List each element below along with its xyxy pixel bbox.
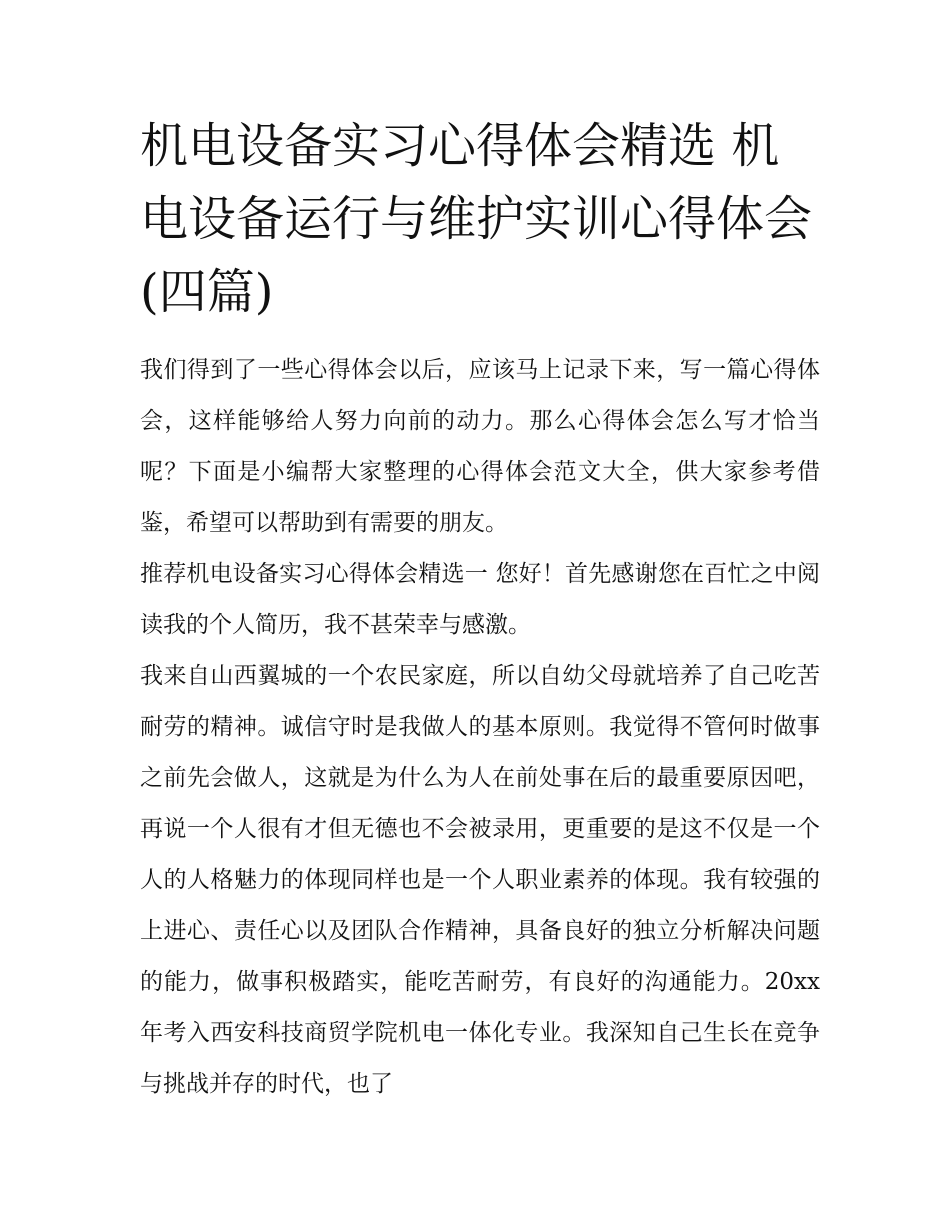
recommendation-paragraph: 推荐机电设备实习心得体会精选一 您好！首先感谢您在百忙之中阅读我的个人简历，我不甚荣幸与感激。 — [140, 561, 820, 638]
document-title: 机电设备实习心得体会精选 机电设备运行与维护实训心得体会(四篇) — [140, 118, 813, 320]
body-paragraph: 我来自山西翼城的一个农民家庭，所以自幼父母就培养了自己吃苦耐劳的精神。诚信守时是我做人的基本原则。我觉得不管何时做事之前先会做人，这就是为什么为人在前处事在后的最重要原因吧，再说一个人很有才但无德也不会被录用，更重要的是这不仅是一个人的人格魅力的体现同样也是一个人职业素养的体现。我有较强的上进心、责任心以及团队合作精神，具备良好的独立分析解决问题的能力，做事积极踏实，能吃苦耐劳，有良好的沟通能力。20xx 年考入西安科技商贸学院机电一体化专业。我深知自己生长在竞争与挑战并存的时代，也了 — [140, 663, 820, 1097]
document-body — [140, 110, 820, 1110]
intro-paragraph: 我们得到了一些心得体会以后，应该马上记录下来，写一篇心得体会，这样能够给人努力向前的动力。那么心得体会怎么写才恰当呢？下面是小编帮大家整理的心得体会范文大全，供大家参考借鉴，希望可以帮助到有需要的朋友。 — [140, 357, 820, 536]
